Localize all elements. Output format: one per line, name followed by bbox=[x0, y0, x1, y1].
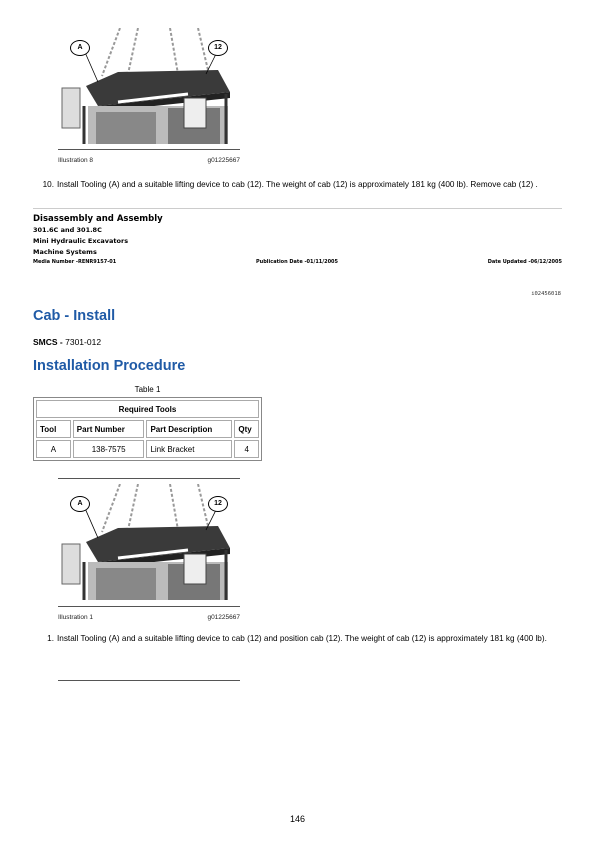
table-heading: Required Tools bbox=[36, 400, 259, 418]
column-header-qty: Qty bbox=[234, 420, 259, 438]
illustration-divider bbox=[58, 478, 240, 479]
illustration-ref: g01225667 bbox=[207, 614, 240, 621]
column-header-tool: Tool bbox=[36, 420, 71, 438]
illustration-label: Illustration 1 bbox=[58, 614, 94, 621]
table-cell-qty: 4 bbox=[234, 440, 259, 458]
media-number: Media Number -RENR9157-01 bbox=[33, 259, 117, 265]
document-product: Mini Hydraulic Excavators bbox=[33, 237, 129, 245]
document-id: i02456018 bbox=[531, 291, 561, 297]
column-header-part-description: Part Description bbox=[146, 420, 232, 438]
smcs-value: 7301-012 bbox=[65, 337, 102, 347]
illustration-ref: g01225667 bbox=[207, 157, 240, 164]
table-cell-part-description: Link Bracket bbox=[146, 440, 232, 458]
table-header-row bbox=[36, 420, 259, 438]
document-title: Disassembly and Assembly bbox=[33, 214, 163, 224]
table-cell-part-number: 138-7575 bbox=[73, 440, 145, 458]
step-text: Install Tooling (A) and a suitable lifting device to cab (12) and position cab (12). The weight of cab (12) is approximately 181 kg (400 lb). bbox=[57, 634, 547, 643]
callout-a-top: A bbox=[70, 40, 90, 56]
callout-12-bottom: 12 bbox=[208, 496, 228, 512]
document-systems: Machine Systems bbox=[33, 248, 97, 256]
cab-lifting-illustration-bottom bbox=[58, 484, 240, 600]
step-number: 10. bbox=[42, 180, 54, 189]
step-text: Install Tooling (A) and a suitable lifting device to cab (12). The weight of cab (12) is approximately 181 kg (400 lb). Remove cab (12) . bbox=[57, 180, 538, 189]
table-row bbox=[36, 440, 259, 458]
cab-lifting-illustration-top bbox=[58, 28, 240, 144]
procedure-title: Installation Procedure bbox=[33, 358, 186, 374]
table-cell-tool: A bbox=[36, 440, 71, 458]
smcs-label: SMCS - bbox=[33, 337, 66, 347]
illustration-label: Illustration 8 bbox=[58, 157, 94, 164]
step-number: 1. bbox=[47, 634, 54, 643]
callout-a-bottom: A bbox=[70, 496, 90, 512]
document-models: 301.6C and 301.8C bbox=[33, 226, 102, 234]
section-divider bbox=[33, 208, 562, 209]
page-number: 146 bbox=[289, 814, 306, 824]
smcs-code bbox=[33, 337, 101, 347]
illustration-divider bbox=[58, 606, 240, 607]
table-caption: Table 1 bbox=[134, 385, 161, 394]
illustration-divider bbox=[58, 149, 240, 150]
column-header-part-number: Part Number bbox=[73, 420, 145, 438]
date-updated: Date Updated -06/12/2005 bbox=[487, 259, 562, 265]
illustration-divider bbox=[58, 680, 240, 681]
page-title: Cab - Install bbox=[33, 308, 116, 324]
publication-date: Publication Date -01/11/2005 bbox=[256, 259, 339, 265]
required-tools-table bbox=[33, 397, 262, 461]
callout-12-top: 12 bbox=[208, 40, 228, 56]
